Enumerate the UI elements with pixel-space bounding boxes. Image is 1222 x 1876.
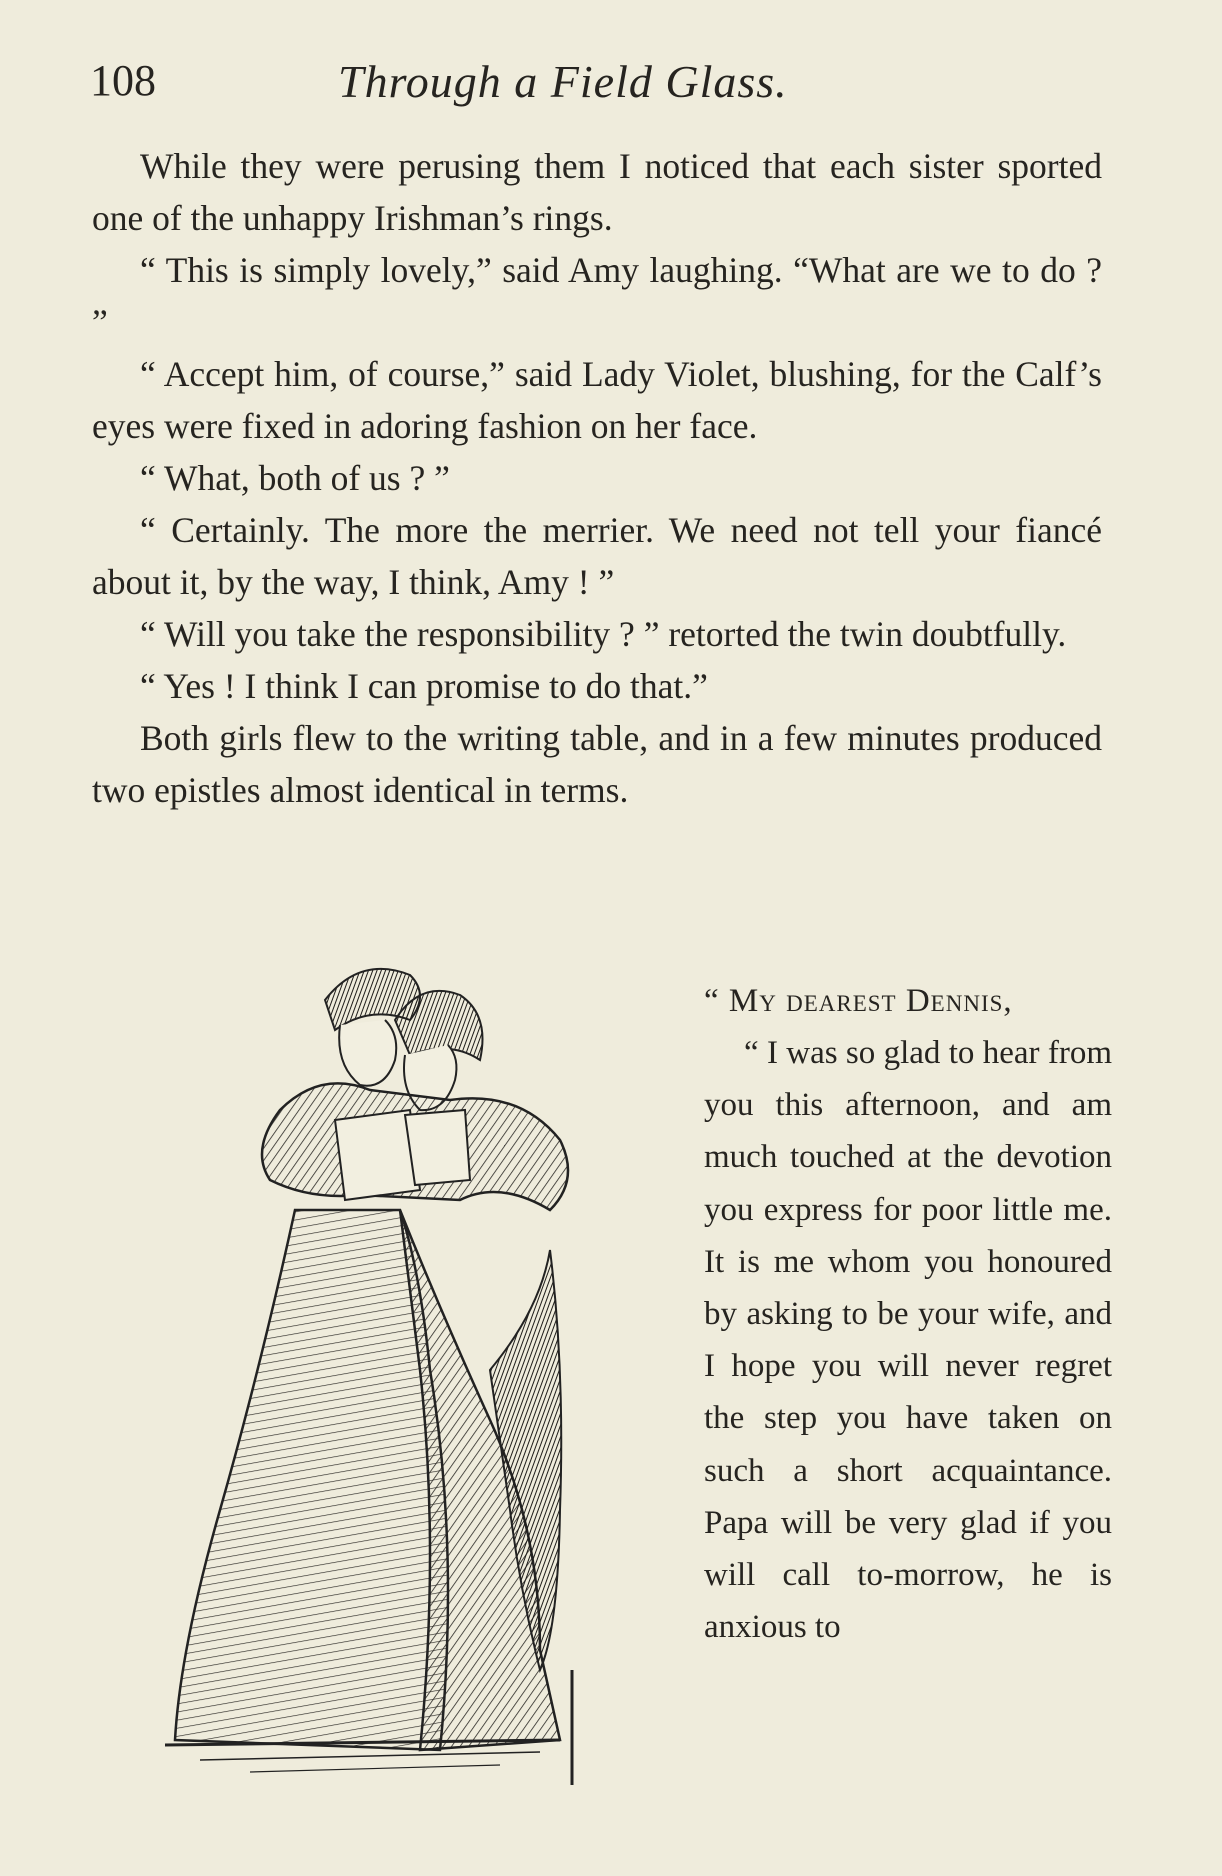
paragraph: “ Yes ! I think I can promise to do that.”: [140, 666, 708, 706]
page-header: [90, 55, 1100, 115]
paragraph: “ This is simply lovely,” said Amy laughing. “What are we to do ? ”: [92, 250, 1102, 342]
paragraph: “ Will you take the responsibility ? ” retorted the twin doubtfully.: [140, 614, 1067, 654]
letter-salutation: “ My dearest Dennis,: [704, 983, 1013, 1019]
paragraph: “ What, both of us ? ”: [140, 458, 450, 498]
paragraph: “ Certainly. The more the merrier. We need not tell your fiancé about it, by the way, I think, Amy ! ”: [92, 510, 1102, 602]
two-women-reading-letter-icon: [120, 950, 680, 1790]
paragraph: While they were perusing them I noticed that each sister sported one of the unhappy Irishman’s rings.: [92, 146, 1102, 238]
letter-body: “ I was so glad to hear from you this afternoon, and am much touched at the devotion you express for poor little me. It is me whom you honoured by asking to be your wife, and I hope you will never regret the step you have taken on such a short acquaintance. Papa will be very glad if you will call to-morrow, he is anxious to: [704, 1035, 1112, 1646]
running-title: Through a Field Glass.: [338, 56, 788, 107]
page-number: 108: [90, 56, 156, 105]
body-text: [92, 140, 1102, 816]
paragraph: “ Accept him, of course,” said Lady Violet, blushing, for the Calf’s eyes were fixed in adoring fashion on her face.: [92, 354, 1102, 446]
letter-text: [704, 975, 1112, 1653]
paragraph: Both girls flew to the writing table, and in a few minutes produced two epistles almost identical in terms.: [92, 718, 1102, 810]
